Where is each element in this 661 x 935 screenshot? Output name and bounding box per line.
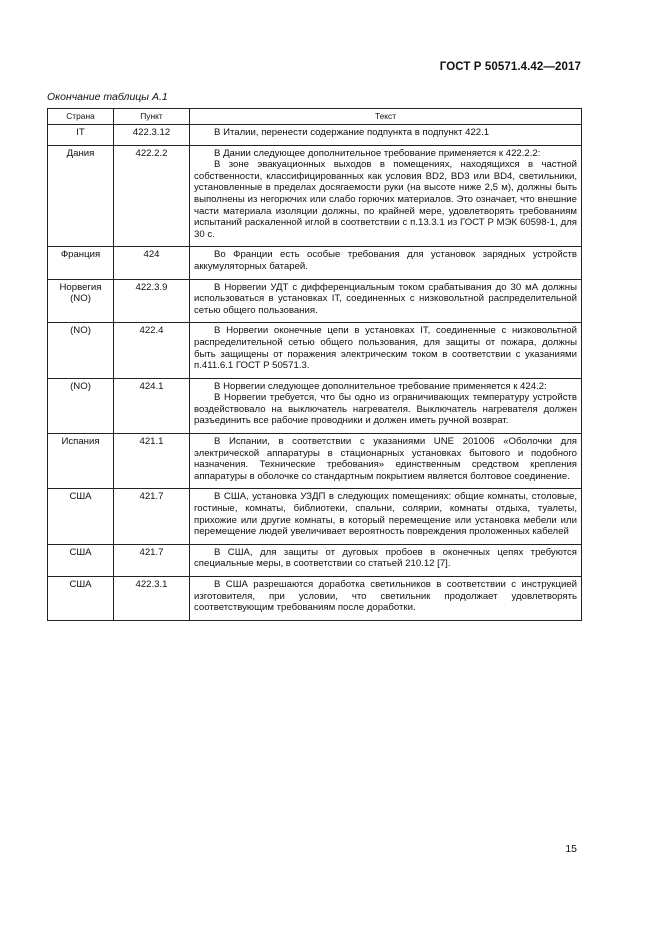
text-paragraph: В США разрешаются доработка светильников в соответствии с инструкцией изготовителя, при условии, что светильник продолжает удовлетворять соответствующим требованиям после доработки. (194, 579, 577, 614)
table-container (47, 108, 581, 621)
clause-cell: 424 (114, 247, 190, 279)
text-cell (190, 279, 582, 323)
country-cell: Франция (48, 247, 114, 279)
text-cell (190, 544, 582, 576)
standard-code: ГОСТ Р 50571.4.42—2017 (439, 61, 581, 73)
text-paragraph: В Норвегии УДТ с дифференциальным током срабатывания до 30 мА должны использоваться в установках IT, соединенных с низковольтной распределительной сетью общего пользования. (194, 281, 577, 316)
country-cell: (NO) (48, 378, 114, 433)
text-paragraph: В Испании, в соответствии с указаниями UNE 201006 «Оболочки для электрической аппаратуры в стационарных установках бытового и подобного назначения. Технические требования» единственным средством крепления аппаратуры в оболочке со стандартным покрытием является болтовое соединение. (194, 436, 577, 482)
clause-cell: 422.3.12 (114, 125, 190, 146)
text-cell (190, 489, 582, 544)
clause-cell: 422.3.1 (114, 577, 190, 621)
column-header-country: Страна (48, 109, 114, 125)
text-paragraph: В Норвегии оконечные цепи в установках IT, соединенные с низковольтной распределительной сетью общего пользования, для защиты от пожара, должны быть защищены от поражения электрическим током в соответствии с указаниями п.411.6.1 ГОСТ Р 50571.3. (194, 325, 577, 372)
table-row (48, 434, 582, 489)
text-cell (190, 378, 582, 433)
text-paragraph: В США, установка УЗДП в следующих помещениях: общие комнаты, столовые, гостиные, комнаты, библиотеки, спальни, солярии, комнаты отдыха, туалеты, прихожие или другие комнаты, в который перемещение или установка мебели или перемещение людей увеличивает вероятность повреждения проложенных кабелей (194, 491, 577, 538)
table-row (48, 247, 582, 279)
text-paragraph: В США, для защиты от дуговых пробоев в оконечных цепях требуются специальные меры, в соответствии со статьей 210.12 [7]. (194, 546, 577, 570)
text-paragraph: В Норвегии следующее дополнительное требование применяется к 424.2: (214, 380, 547, 392)
table-row (48, 489, 582, 544)
clause-cell: 422.4 (114, 323, 190, 378)
text-cell (190, 247, 582, 279)
text-paragraph: Во Франции есть особые требования для установок зарядных устройств аккумуляторных батарей. (194, 249, 577, 272)
page-number: 15 (565, 843, 577, 855)
table-row (48, 279, 582, 323)
country-cell: США (48, 544, 114, 576)
country-cell: (NO) (48, 323, 114, 378)
text-cell (190, 145, 582, 247)
table-row (48, 125, 582, 146)
text-paragraph: В Норвегии требуется, что бы одно из ограничивающих температуру устройств воздействовало на выключатель нагревателя. Выключатель нагревателя должен разъединить все рабочие проводники и должен иметь ручной возврат. (194, 392, 577, 427)
clause-cell: 421.1 (114, 434, 190, 489)
table-row (48, 577, 582, 621)
table-header-row (48, 109, 582, 125)
country-cell: Дания (48, 145, 114, 247)
text-cell (190, 323, 582, 378)
text-paragraph: В Дании следующее дополнительное требование применяется к 422.2.2: (214, 147, 541, 159)
country-cell: США (48, 577, 114, 621)
table-row (48, 323, 582, 378)
clause-cell: 424.1 (114, 378, 190, 433)
country-cell: США (48, 489, 114, 544)
clause-cell: 422.2.2 (114, 145, 190, 247)
text-cell (190, 434, 582, 489)
column-header-text: Текст (190, 109, 582, 125)
table-body (48, 125, 582, 621)
table-row (48, 544, 582, 576)
text-paragraph: В Италии, перенести содержание подпункта в подпункт 422.1 (214, 127, 490, 138)
clause-cell: 421.7 (114, 489, 190, 544)
column-header-clause: Пункт (114, 109, 190, 125)
table-row (48, 378, 582, 433)
requirements-table (47, 108, 582, 621)
text-cell (190, 125, 582, 146)
clause-cell: 422.3.9 (114, 279, 190, 323)
country-cell: Испания (48, 434, 114, 489)
country-cell: Норвегия (NO) (48, 279, 114, 323)
table-caption: Окончание таблицы А.1 (47, 91, 168, 103)
country-cell: IT (48, 125, 114, 146)
table-row (48, 145, 582, 247)
text-cell (190, 577, 582, 621)
clause-cell: 421.7 (114, 544, 190, 576)
text-paragraph: В зоне эвакуационных выходов в помещениях, находящихся в частной собственности, классифицированных как условия BD2, BD3 или BD4, светильники, установленные в пределах досягаемости руки (на высоте ниже 2,5 м), должны быть выполнены из негорючих или слабо горючих материалов. Это означает, что внешние части материала изоляции должны, по крайней мере, удовлетворять требованиям испытаний раскаленной иглой в соответствии с п.13.3.1 из ГОСТ Р МЭК 60598-1, для 30 с. (194, 159, 577, 240)
